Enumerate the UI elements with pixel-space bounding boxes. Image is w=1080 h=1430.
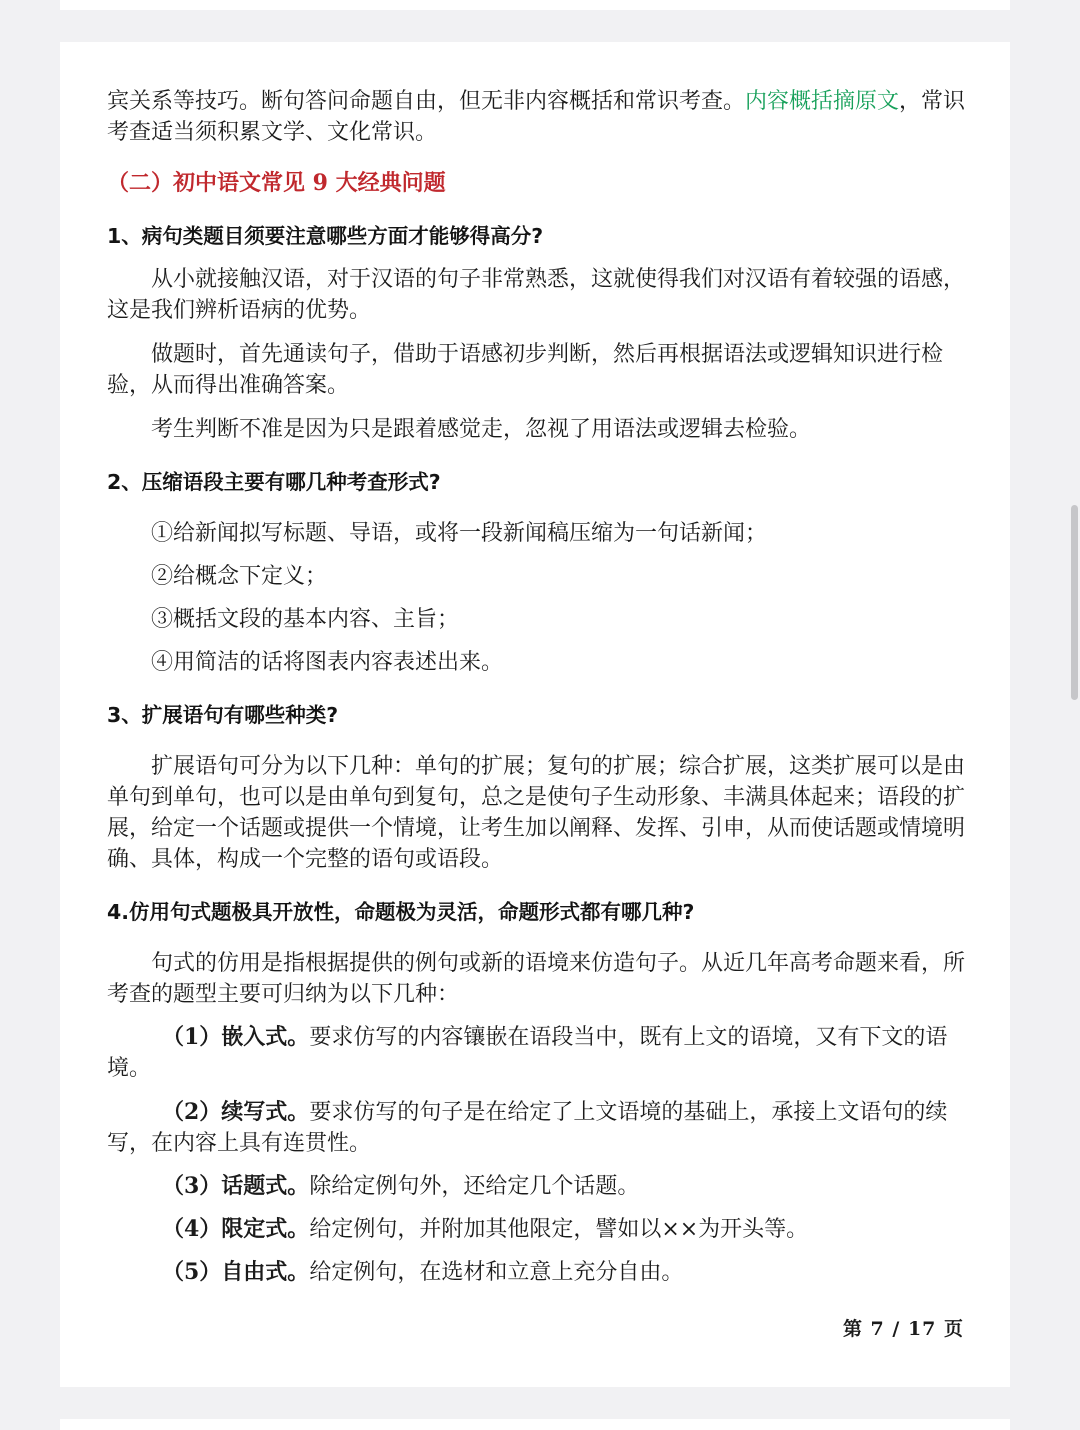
option-tag: （4）限定式。	[162, 1216, 310, 1242]
option-text: 给定例句，在选材和立意上充分自由。	[309, 1260, 684, 1285]
q1-paragraph: 考生判断不准是因为只是跟着感觉走，忽视了用语法或逻辑去检验。	[151, 417, 812, 442]
intro-paragraph	[107, 86, 967, 148]
scrollbar-thumb[interactable]	[1071, 505, 1078, 700]
q2-list-item: ②给概念下定义；	[151, 564, 328, 589]
page-content	[107, 86, 967, 1288]
intro-text-1: 宾关系等技巧。断句答问命题自由，但无非内容概括和常识考查。	[107, 89, 746, 114]
q4-option	[107, 1257, 967, 1288]
option-text: 要求仿写的内容镶嵌在语段当中，既有上文的语境，又有下文的语境。	[107, 1025, 948, 1081]
q4-option	[107, 1171, 967, 1202]
section-title: （二）初中语文常见 9 大经典问题	[107, 170, 446, 196]
intro-text-2: ，常识考查适当须积累文学、文化常识。	[107, 89, 966, 145]
q3-paragraph: 扩展语句可分为以下几种：单句的扩展；复句的扩展；综合扩展，这类扩展可以是由单句到单句，也可以是由单句到复句，总之是使句子生动形象、丰满具体起来；语段的扩展，给定一个话题或提供一个情境，让考生加以阐释、发挥、引申，从而使话题或情境明确、具体，构成一个完整的语句或语段。	[107, 754, 966, 872]
question-2-title: 2、压缩语段主要有哪几种考查形式?	[107, 470, 441, 494]
q4-option	[107, 1214, 967, 1245]
q4-paragraph: 句式的仿用是指根据提供的例句或新的语境来仿造句子。从近几年高考命题来看，所考查的题型主要可归纳为以下几种：	[107, 951, 966, 1007]
question-4-title: 4.仿用句式题极具开放性，命题极为灵活，命题形式都有哪几种?	[107, 900, 695, 924]
option-tag: （1）嵌入式。	[162, 1024, 310, 1050]
question-3-title: 3、扩展语句有哪些种类?	[107, 703, 339, 727]
intro-highlight: 内容概括摘原文	[745, 89, 900, 114]
q4-option	[107, 1097, 967, 1159]
document-page	[60, 42, 1010, 1387]
option-text: 要求仿写的句子是在给定了上文语境的基础上，承接上文语句的续写，在内容上具有连贯性。	[107, 1100, 948, 1156]
page-number: 第 7 / 17 页	[842, 1318, 964, 1340]
q1-paragraph: 做题时，首先通读句子，借助于语感初步判断，然后再根据语法或逻辑知识进行检验，从而得出准确答案。	[107, 342, 944, 398]
q4-option	[107, 1022, 967, 1084]
previous-page-edge	[60, 0, 1010, 10]
q2-list-item: ①给新闻拟写标题、导语，或将一段新闻稿压缩为一句话新闻；	[151, 521, 768, 546]
q2-list-item: ③概括文段的基本内容、主旨；	[151, 607, 460, 632]
option-tag: （2）续写式。	[162, 1099, 310, 1125]
option-text: 给定例句，并附加其他限定，譬如以××为开头等。	[309, 1217, 809, 1242]
next-page-edge	[60, 1419, 1010, 1430]
option-text: 除给定例句外，还给定几个话题。	[309, 1174, 640, 1199]
option-tag: （3）话题式。	[162, 1173, 310, 1199]
option-tag: （5）自由式。	[162, 1259, 310, 1285]
q2-list-item: ④用简洁的话将图表内容表述出来。	[151, 650, 504, 675]
question-1-title: 1、病句类题目须要注意哪些方面才能够得高分?	[107, 224, 544, 248]
q1-paragraph: 从小就接触汉语，对于汉语的句子非常熟悉，这就使得我们对汉语有着较强的语感，这是我们辨析语病的优势。	[107, 267, 966, 323]
